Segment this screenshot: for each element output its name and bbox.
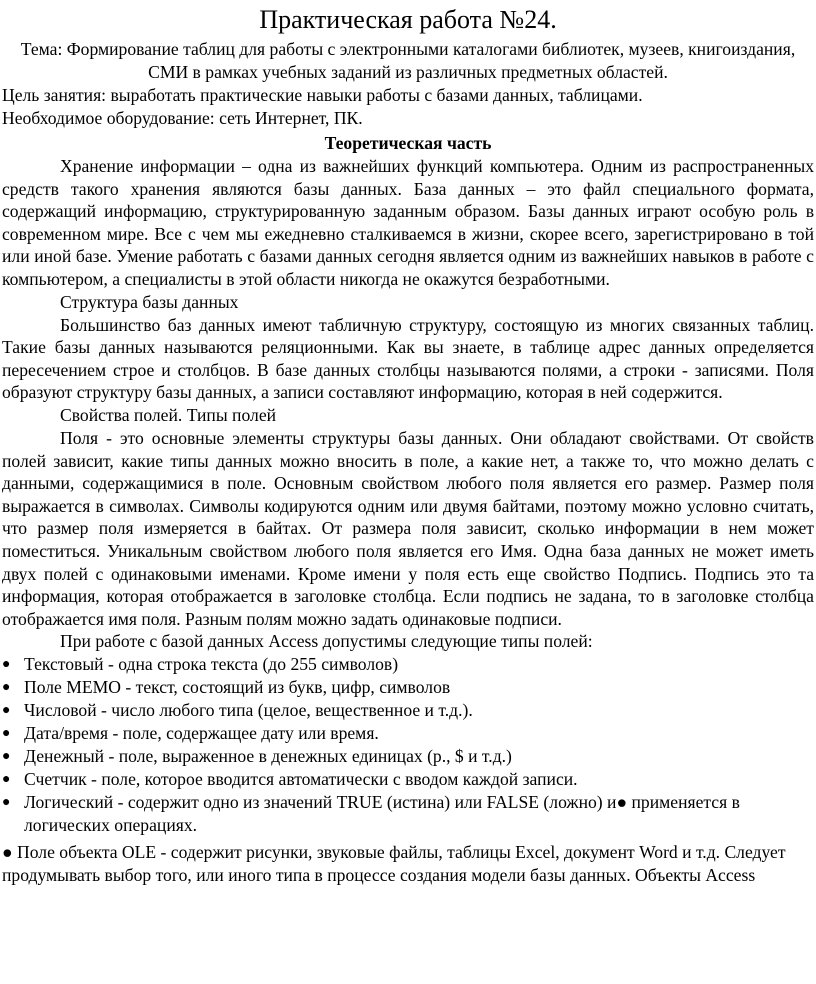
- list-item: [2, 699, 814, 722]
- list-item-text: Логический - содержит одно из значений TRUE (истина) или FALSE (ложно) и● применяется в логических операциях.: [24, 792, 740, 836]
- list-item: [2, 768, 814, 791]
- list-item-text: Денежный - поле, выраженное в денежных единицах (р., $ и т.д.): [24, 746, 512, 767]
- list-item: [2, 745, 814, 768]
- topic-line: Тема: Формирование таблиц для работы с электронными каталогами библиотек, музеев, книгоиздания, СМИ в рамках учебных заданий из различных предметных областей.: [20, 39, 796, 82]
- paragraph-ole: ● Поле объекта OLE - содержит рисунки, звуковые файлы, таблицы Excel, документ Word и т.д. Следует продумывать выбор того, или иного типа в процессе создания модели базы данных. Объекты Access: [2, 842, 786, 886]
- list-item-text: Текстовый - одна строка текста (до 255 символов): [24, 654, 399, 675]
- subheading-structure: Структура базы данных: [60, 291, 239, 312]
- list-item: [2, 653, 814, 676]
- bullet-icon: ●: [2, 726, 11, 742]
- paragraph-field-properties: Поля - это основные элементы структуры базы данных. Они обладают свойствами. От свойств полей зависит, какие типы данных можно вносить в поле, а какие нет, а также то, что можно делать с данными, содержащимися в поле. Основным свойством любого поля является его размер. Размер поля выражается в символах. Символы кодируются одним или двумя байтами, поэтому можно условно считать, что размер поля измеряется в байтах. От размера поля зависит, сколько информации в нем может поместиться. Уникальным свойством любого поля является его Имя. Одна база данных не может иметь двух полей с одинаковыми именами. Кроме имени у поля есть еще свойство Подпись. Подпись это та информация, которая отображается в заголовке столбца. Если подпись не задана, то в заголовке столбца отображается имя поля. Разным полям можно задать одинаковые подписи.: [2, 427, 814, 629]
- page-title: Практическая работа №24.: [259, 5, 557, 34]
- equipment-line: Необходимое оборудование: сеть Интернет, ПК.: [2, 108, 363, 128]
- list-item: [2, 722, 814, 745]
- list-item-text: Поле МЕМО - текст, состоящий из букв, цифр, символов: [24, 677, 451, 698]
- paragraph-field-types-intro: При работе с базой данных Access допустимы следующие типы полей:: [60, 631, 593, 652]
- field-types-list: [2, 653, 814, 837]
- list-item: [2, 676, 814, 699]
- section-heading: Теоретическая часть: [324, 133, 492, 153]
- goal-line: Цель занятия: выработать практические навыки работы с базами данных, таблицами.: [2, 85, 643, 105]
- bullet-icon: ●: [2, 657, 11, 673]
- paragraph-intro: Хранение информации – одна из важнейших функций компьютера. Одним из распространенных средств такого хранения являются базы данных. База данных – это файл специального формата, содержащий информацию, структурированную заданным образом. Базы данных играют особую роль в современном мире. Все с чем мы ежедневно сталкиваемся в жизни, скорее всего, зарегистрировано в той или иной базе. Умение работать с базами данных сегодня является одним из важнейших навыков в работе с компьютером, а специалисты в этой области никогда не окажутся безработными.: [2, 156, 814, 289]
- paragraph-structure: Большинство баз данных имеют табличную структуру, состоящую из многих связанных таблиц. Такие базы данных называются реляционными. Как вы знаете, в таблице адрес данных определяется пересечением строе и столбцов. В базе данных столбцы называются полями, а строки - записями. Поля образуют структуру базы данных, а записи составляют информацию, которая в ней содержится.: [2, 314, 814, 403]
- bullet-icon: ●: [2, 749, 11, 765]
- bullet-icon: ●: [2, 772, 11, 788]
- bullet-icon: ●: [2, 680, 11, 696]
- subheading-field-properties: Свойства полей. Типы полей: [60, 404, 277, 425]
- list-item-text: Счетчик - поле, которое вводится автоматически с вводом каждой записи.: [24, 769, 578, 790]
- list-item-text: Числовой - число любого типа (целое, вещественное и т.д.).: [24, 700, 473, 721]
- list-item-text: Дата/время - поле, содержащее дату или время.: [24, 723, 379, 744]
- bullet-icon: ●: [2, 795, 11, 811]
- bullet-icon: ●: [2, 703, 11, 719]
- list-item: [2, 791, 814, 837]
